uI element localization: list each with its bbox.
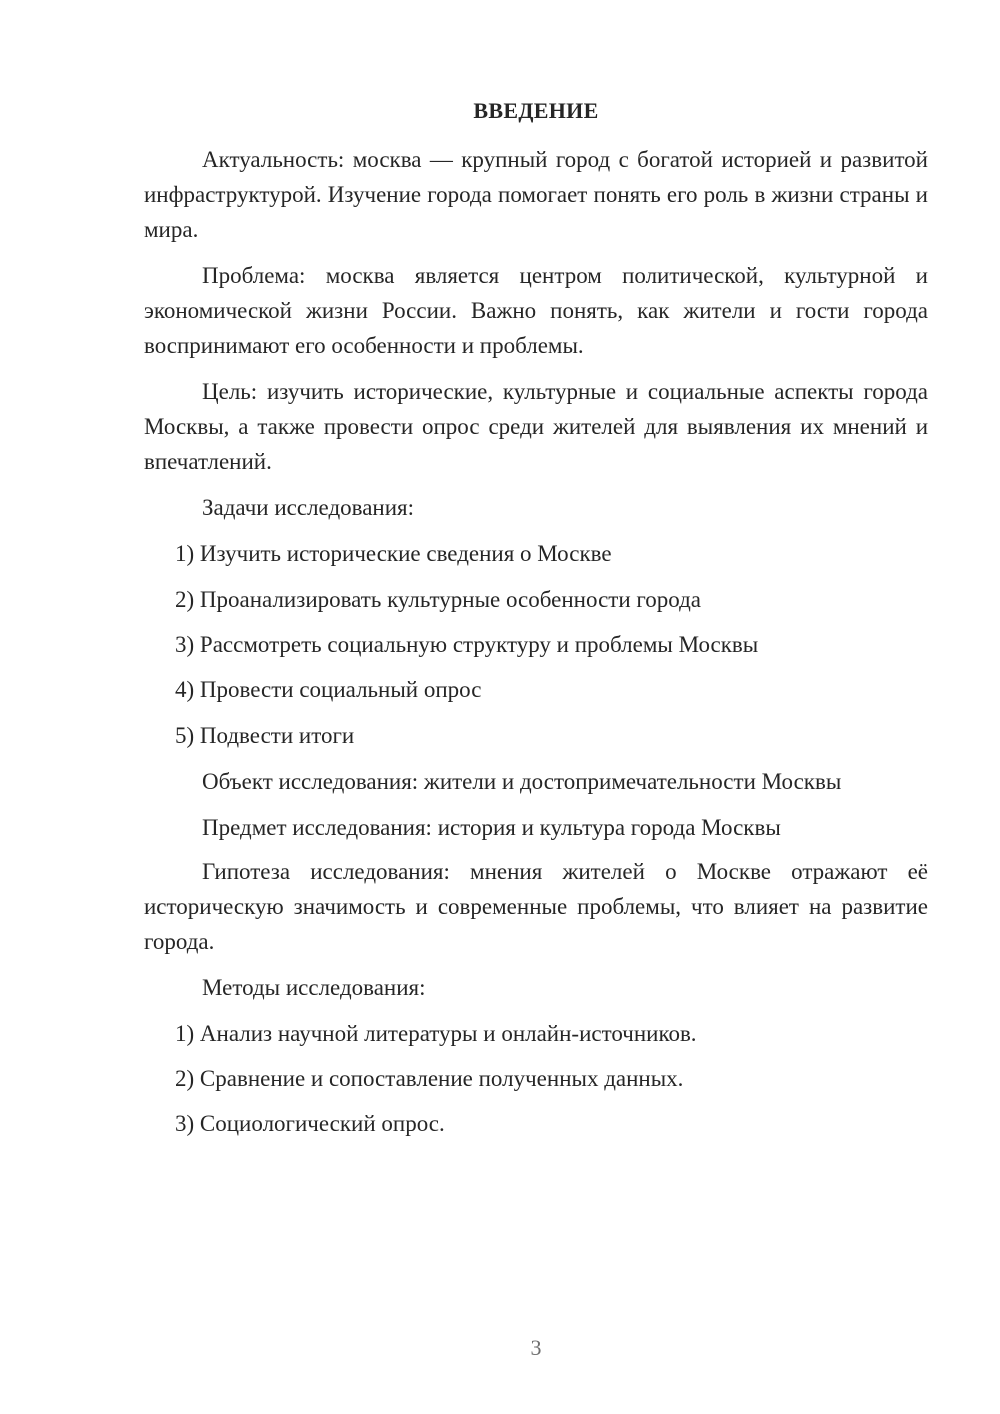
goal-paragraph: Цель: изучить исторические, культурные и социальные аспекты города Москвы, а также провести опрос среди жителей для выявления их мнений и впечатлений. [144, 379, 928, 474]
task-item: 3) Рассмотреть социальную структуру и проблемы Москвы [175, 632, 759, 657]
problem-paragraph: Проблема: москва является центром политической, культурной и экономической жизни России. Важно понять, как жители и гости города воспринимают его особенности и проблемы. [144, 263, 928, 358]
task-item: 4) Провести социальный опрос [175, 677, 482, 702]
tasks-title: Задачи исследования: [202, 495, 415, 520]
research-subject: Предмет исследования: история и культура города Москвы [202, 815, 781, 840]
hypothesis-paragraph: Гипотеза исследования: мнения жителей о Москве отражают её историческую значимость и современные проблемы, что влияет на развитие города. [144, 859, 928, 954]
method-item: 1) Анализ научной литературы и онлайн-источников. [175, 1021, 697, 1046]
methods-title: Методы исследования: [202, 975, 426, 1000]
task-item: 1) Изучить исторические сведения о Москве [175, 541, 612, 566]
task-item: 5) Подвести итоги [175, 723, 355, 748]
relevance-paragraph: Актуальность: москва — крупный город с богатой историей и развитой инфраструктурой. Изучение города помогает понять его роль в жизни страны и мира. [144, 147, 928, 242]
task-item: 2) Проанализировать культурные особенности города [175, 587, 701, 612]
method-item: 3) Социологический опрос. [175, 1111, 445, 1136]
section-heading: ВВЕДЕНИЕ [473, 98, 599, 123]
method-item: 2) Сравнение и сопоставление полученных данных. [175, 1066, 684, 1091]
research-object: Объект исследования: жители и достопримечательности Москвы [202, 769, 842, 794]
page-number: 3 [530, 1335, 542, 1360]
